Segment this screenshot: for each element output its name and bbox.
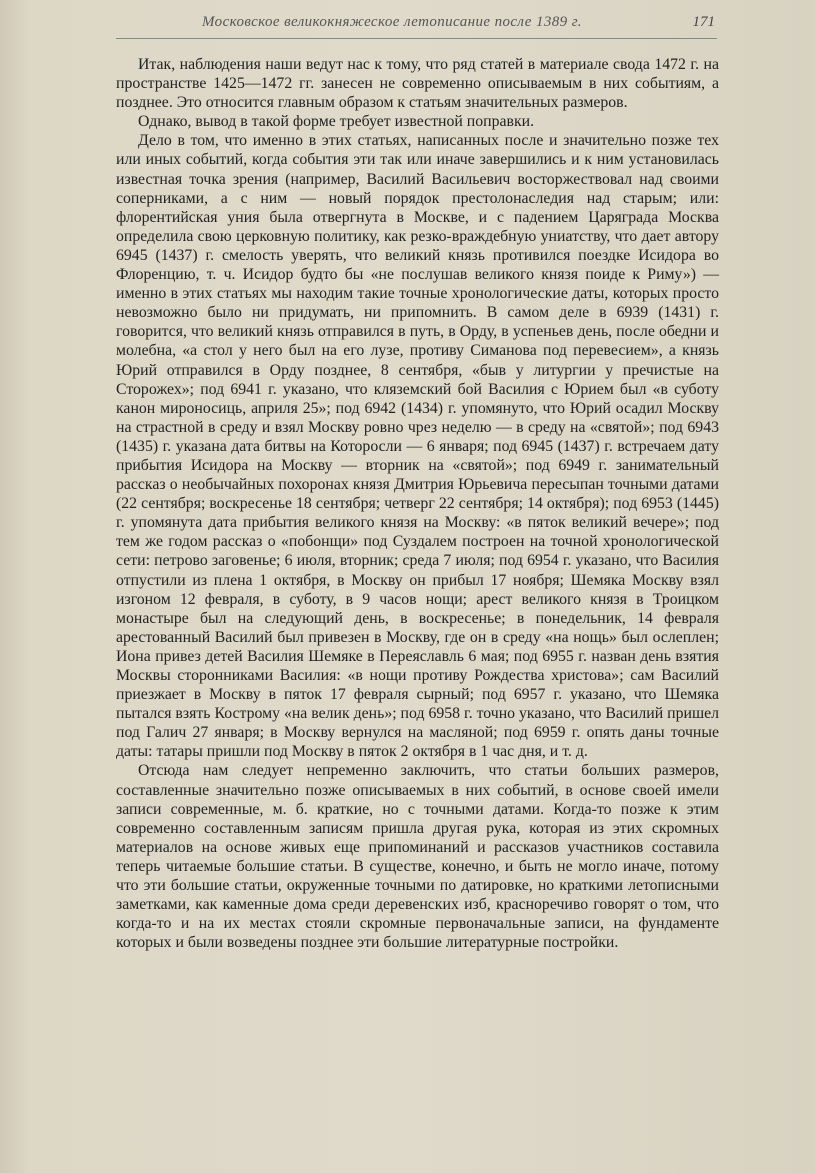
paragraph: Итак, наблюдения наши ведут нас к тому, что ряд статей в материале свода 1472 г. на пространстве 1425—1472 гг. занесен не современно описываемым в них событиям, а позднее. Это относится главным образом к статьям значительных размеров. <box>116 56 719 112</box>
body-text <box>116 55 719 952</box>
page-number: 171 <box>692 14 715 30</box>
header-rule <box>116 38 717 39</box>
running-title: Московское великокняжеское летописание после 1389 г. <box>202 14 582 30</box>
paragraph: Дело в том, что именно в этих статьях, написанных после и значительно позже тех или иных событий, когда события эти так или иначе завершились и к ним установилась известная точка зрения (например, Василий Васильевич восторжествовал над своими соперниками, а с ним — новый порядок престолонаследия над старым; или: флорентийская уния была отвергнута в Москве, и с падением Царяграда Москва определила свою церковную политику, как резко-враждебную униатству, что дает автору 6945 (1437) г. смелость уверять, что великий князь противился поездке Исидора во Флоренцию, т. ч. Исидор будто бы «не послушав великого князя поиде к Риму») — именно в этих статьях мы находим такие точные хронологические даты, которых просто невозможно было ни придумать, ни припомнить. В самом деле в 6939 (1431) г. говорится, что великий князь отправился в путь, в Орду, в успеньев день, после обедни и молебна, «а стол у него был на его лузе, противу Симанова под перевесием», а князь Юрий отправился в Орду позднее, 8 сентября, «быв у литургии у пречистые на Сторожех»; под 6941 г. указано, что кляземский бой Василия с Юрием был «в суботу канон мироносиць, априля 25»; под 6942 (1434) г. упомянуто, что Юрий осадил Москву на страстной в среду и взял Москву ровно чрез неделю — в среду на «святой»; под 6943 (1435) г. указана дата битвы на Которосли — 6 января; под 6945 (1437) г. встречаем дату прибытия Исидора на Москву — вторник на «святой»; под 6949 г. занимательный рассказ о необычайных похоронах князя Дмитрия Юрьевича пересыпан точными датами (22 сентября; воскресенье 18 сентября; четверг 22 сентября; 14 октября); под 6953 (1445) г. упомянута дата прибытия великого князя на Москву: «в пяток великий вечере»; под тем же годом рассказ о «побонщи» под Суздалем построен на точной хронологической сети: петрово заговенье; 6 июля, вторник; среда 7 июля; под 6954 г. указано, что Василия отпустили из плена 1 октября, в Москву он прибыл 17 ноября; Шемяка Москву взял изгоном 12 февраля, в суботу, в 9 часов нощи; арест великого князя в Троицком монастыре был на следующий день, в воскресенье; в понедельник, 14 февраля арестованный Василий был привезен в Москву, где он в среду «на нощь» был ослеплен; Иона привез детей Василия Шемяке в Переяславль 6 мая; под 6955 г. назван день взятия Москвы сторонниками Василия: «в нощи противу Рождества христова»; сам Василий приезжает в Москву в пяток 17 февраля сырный; под 6957 г. указано, что Шемяка пытался взять Кострому «на велик день»; под 6958 г. точно указано, что Василий пришел под Галич 27 января; в Москву вернулся на масляной; под 6959 г. опять даны точные даты: татары пришли под Москву в пяток 2 октября в 1 час дня, и т. д. <box>116 132 719 761</box>
paragraph: Отсюда нам следует непременно заключить, что статьи больших размеров, составленные значительно позже описываемых в них событий, в основе своей имели записи современные, м. б. краткие, но с точными датами. Когда-то позже к этим современно составленным записям пришла другая рука, которая из этих скромных материалов на основе живых еще припоминаний и рассказов участников составила теперь читаемые большие статьи. В существе, конечно, и быть не могло иначе, потому что эти большие статьи, окруженные точными по датировке, но краткими летописными заметками, как каменные дома среди деревенских изб, красноречиво говорят о том, что когда-то и на их местах стояли скромные первоначальные записи, на фундаменте которых и были возведены позднее эти большие литературные постройки. <box>116 762 719 952</box>
page-header <box>116 14 715 36</box>
paragraph: Однако, вывод в такой форме требует известной поправки. <box>138 113 535 131</box>
